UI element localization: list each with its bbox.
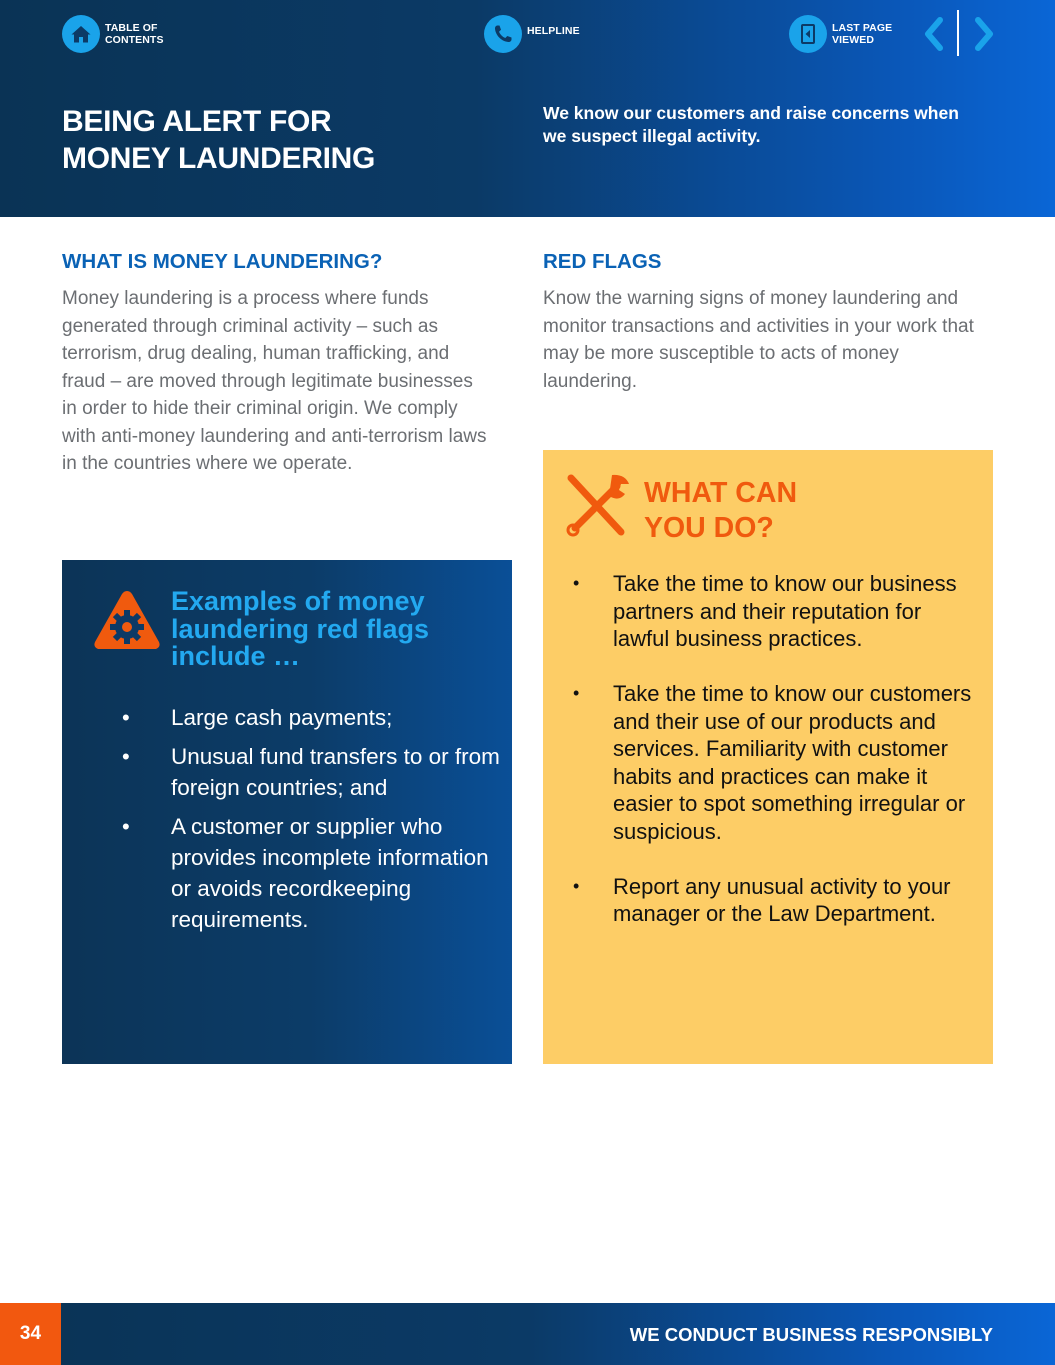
red-flags-heading: RED FLAGS [543, 250, 662, 273]
what-can-you-do-box [543, 450, 993, 1064]
table-of-contents-link[interactable] [62, 15, 164, 53]
examples-title: Examples of money laundering red flags include … [171, 586, 430, 671]
what-is-money-laundering-heading: WHAT IS MONEY LAUNDERING? [62, 250, 383, 273]
page-footer [0, 1303, 1055, 1365]
page-header [0, 0, 1055, 217]
list-item: • A customer or supplier who provides incomplete information or avoids recordkeeping requirements. [122, 814, 489, 932]
page-number: 34 [0, 1303, 61, 1365]
last-page-viewed-link[interactable] [789, 15, 892, 53]
helpline-label: HELPLINE [527, 25, 580, 37]
back-page-icon [789, 15, 827, 53]
what-can-you-do-title: WHAT CAN YOU DO? [644, 477, 798, 544]
page-title: BEING ALERT FOR MONEY LAUNDERING [62, 105, 375, 175]
warning-gear-icon [93, 589, 161, 651]
footer-section-title: WE CONDUCT BUSINESS RESPONSIBLY [629, 1324, 993, 1345]
chevron-left-icon [918, 14, 948, 54]
phone-icon [484, 15, 522, 53]
what-is-money-laundering-body: Money laundering is a process where funds generated through criminal activity – such as terrorism, drug dealing, human trafficking, and fraud – are moved through legitimate businesses in order to hide their criminal origin. We comply with anti-money laundering and anti-terrorism laws in the countries where we operate. [62, 288, 487, 474]
examples-list [122, 702, 502, 943]
list-item: • Take the time to know our customers and their use of our products and services. Familiarity with customer habits and practices can make it easier to spot something irregular or suspicious. [573, 681, 972, 844]
previous-page-button[interactable] [918, 14, 948, 54]
red-flag-examples-box [62, 560, 512, 1064]
toc-label: TABLE OF CONTENTS [105, 22, 164, 46]
page-navigation [918, 10, 998, 56]
list-item: • Report any unusual activity to your manager or the Law Department. [573, 873, 951, 926]
list-item: • Unusual fund transfers to or from foreign countries; and [122, 744, 500, 800]
home-icon [62, 15, 100, 53]
header-intro: We know our customers and raise concerns when we suspect illegal activity. [543, 103, 959, 146]
list-item: • Take the time to know our business partners and their reputation for lawful business practices. [573, 571, 957, 651]
red-flags-body: Know the warning signs of money laundering and monitor transactions and activities in your work that may be more susceptible to acts of money laundering. [543, 288, 974, 392]
actions-list [571, 570, 983, 955]
next-page-button[interactable] [968, 14, 998, 54]
tools-icon [563, 472, 631, 540]
chevron-right-icon [968, 14, 998, 54]
nav-divider [957, 10, 959, 56]
list-item: • Large cash payments; [122, 705, 393, 730]
helpline-link[interactable] [484, 15, 580, 53]
last-page-label: LAST PAGE VIEWED [832, 22, 893, 46]
